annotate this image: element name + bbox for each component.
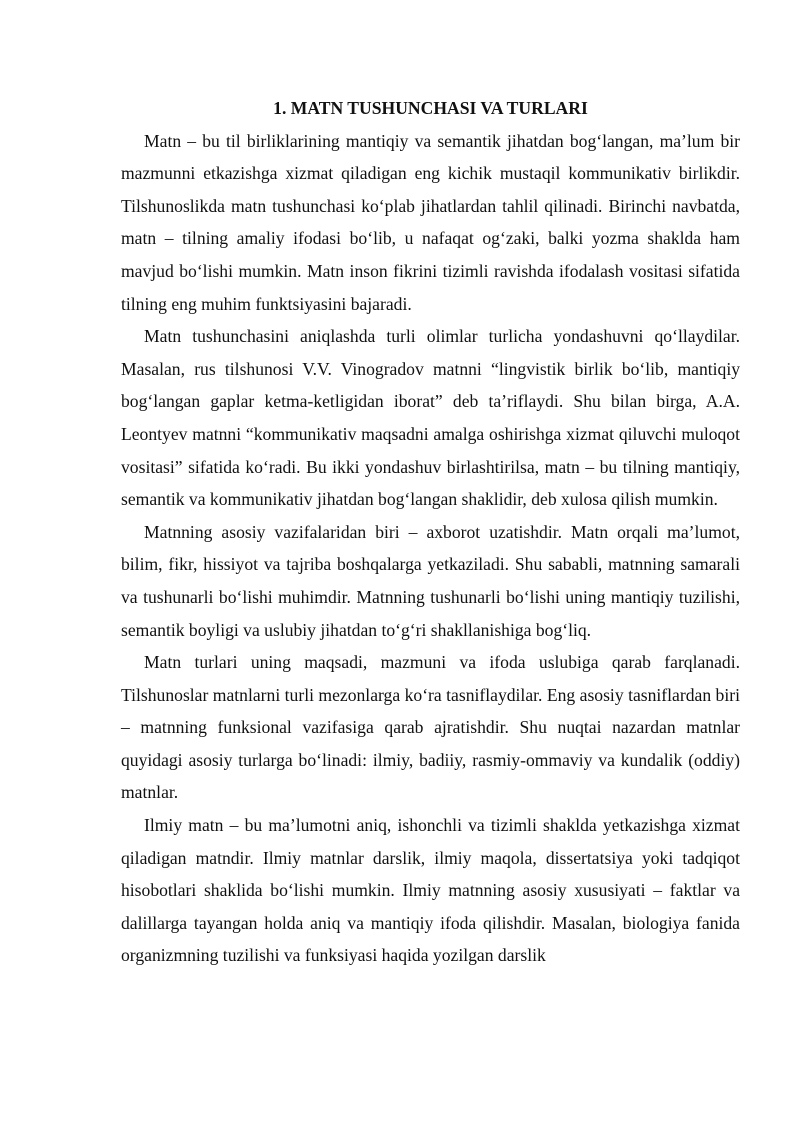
paragraph-definition: Matn – bu til birliklarining mantiqiy va semantik jihatdan bog‘langan, ma’lum bir mazmunni etkazishga xizmat qiladigan eng kichik mustaqil kommunikativ birlikdir. Tilshunoslikda matn tushunchasi ko‘plab jihatlardan tahlil qilinadi. Birinchi navbatda, matn – tilning amaliy ifodasi bo‘lib, u nafaqat og‘zaki, balki yozma shaklda ham mavjud bo‘lishi mumkin. Matn inson fikrini tizimli ravishda ifodalash vositasi sifatida tilning eng muhim funktsiyasini bajaradi. (121, 130, 740, 314)
section-title: 1. MATN TUSHUNCHASI VA TURLARI (273, 98, 588, 118)
paragraph-functions: Matnning asosiy vazifalaridan biri – axborot uzatishdir. Matn orqali ma’lumot, bilim, fikr, hissiyot va tajriba boshqalarga yetkaziladi. Shu sababli, matnning samarali va tushunarli bo‘lishi muhimdir. Matnning tushunarli bo‘lishi uning mantiqiy tuzilishi, semantik boyligi va uslubiy jihatdan to‘g‘ri shakllanishiga bog‘liq. (121, 521, 740, 640)
paragraph-types: Matn turlari uning maqsadi, mazmuni va ifoda uslubiga qarab farqlanadi. Tilshunoslar matnlarni turli mezonlarga ko‘ra tasniflaydilar. Eng asosiy tasniflardan biri – matnning funksional vazifasiga qarab ajratishdir. Shu nuqtai nazardan matnlar quyidagi asosiy turlarga bo‘linadi: ilmiy, badiiy, rasmiy-ommaviy va kundalik (oddiy) matnlar. (121, 652, 740, 803)
paragraph-approaches: Matn tushunchasini aniqlashda turli olimlar turlicha yondashuvni qo‘llaydilar. Masalan, rus tilshunosi V.V. Vinogradov matnni “lingvistik birlik bo‘lib, mantiqiy bog‘langan gaplar ketma-ketligidan iborat” deb ta’riflaydi. Shu bilan birga, A.A. Leontyev matnni “kommunikativ maqsadni amalga oshirishga xizmat qiluvchi muloqot vositasi” sifatida ko‘radi. Bu ikki yondashuv birlashtirilsa, matn – bu tilning mantiqiy, semantik va kommunikativ jihatdan bog‘langan shaklidir, deb xulosa qilish mumkin. (121, 326, 740, 510)
document-body (121, 92, 740, 972)
paragraph-scientific-text: Ilmiy matn – bu ma’lumotni aniq, ishonchli va tizimli shaklda yetkazishga xizmat qiladigan matndir. Ilmiy matnlar darslik, ilmiy maqola, dissertatsiya yoki tadqiqot hisobotlari shaklida bo‘lishi mumkin. Ilmiy matnning asosiy xususiyati – faktlar va dalillarga tayangan holda aniq va mantiqiy ifoda qilishdir. Masalan, biologiya fanida organizmning tuzilishi va funksiyasi haqida yozilgan darslik (121, 815, 740, 966)
